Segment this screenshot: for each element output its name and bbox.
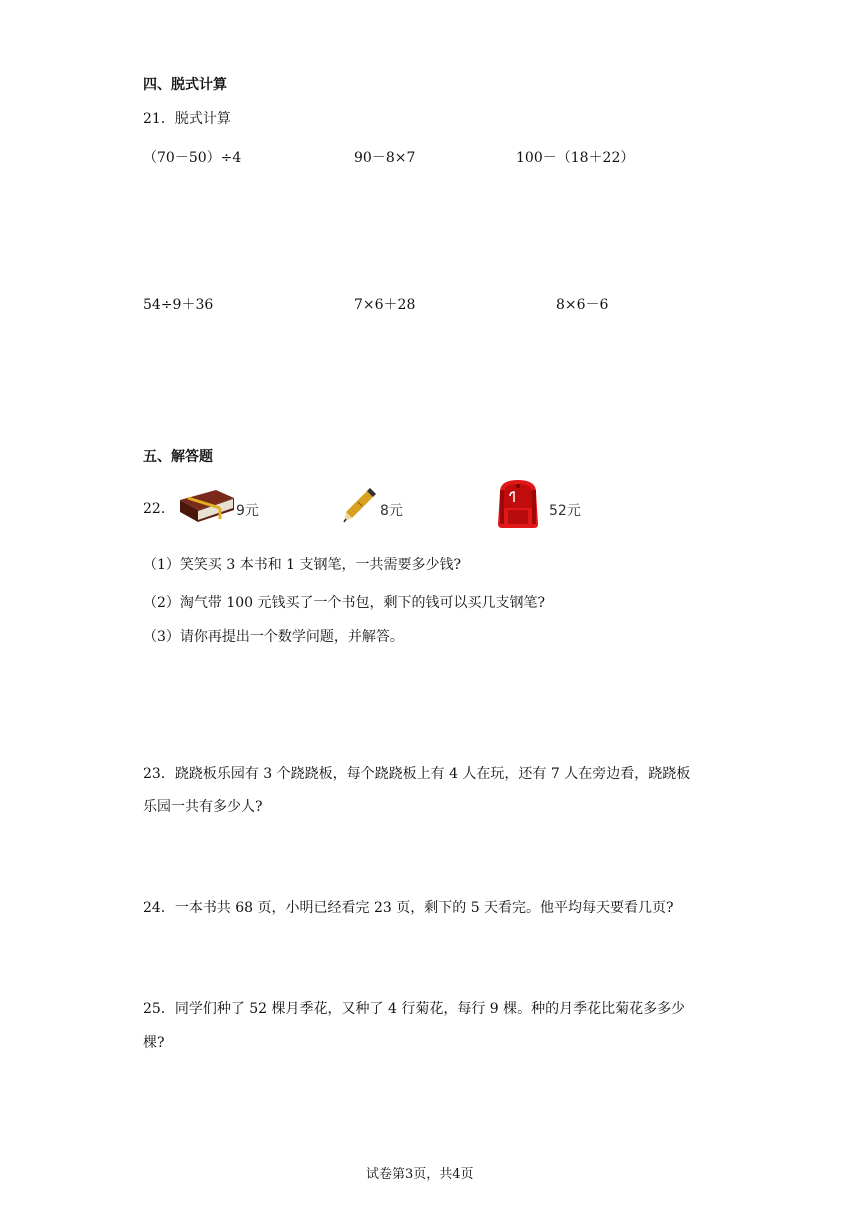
- pen-price: 8元: [380, 503, 403, 519]
- question-25-line-2: 棵?: [143, 1035, 165, 1051]
- question-24: 24．一本书共 68 页，小明已经看完 23 页，剩下的 5 天看完。他平均每天要看几页?: [143, 900, 674, 916]
- expression-1: （70－50）÷4: [143, 150, 242, 166]
- expression-5: 7×6＋28: [354, 297, 416, 313]
- expression-6: 8×6－6: [556, 297, 609, 313]
- question-25-line-1: 25．同学们种了 52 棵月季花，又种了 4 行菊花，每行 9 棵。种的月季花比菊花多多少: [143, 1001, 686, 1017]
- page-footer: 试卷第3页，共4页: [366, 1167, 474, 1182]
- backpack-price: 52元: [549, 503, 581, 519]
- question-23-line-2: 乐园一共有多少人?: [143, 799, 263, 815]
- section-heading-5: 五、解答题: [143, 449, 213, 465]
- expression-2: 90－8×7: [354, 150, 416, 166]
- backpack-icon: [490, 478, 546, 530]
- expression-4: 54÷9＋36: [143, 297, 214, 313]
- question-22-sub-1: （1）笑笑买 3 本书和 1 支钢笔，一共需要多少钱?: [143, 557, 462, 573]
- section-heading-4: 四、脱式计算: [143, 77, 227, 93]
- expression-3: 100－（18＋22）: [516, 150, 635, 166]
- question-21-label: 21．脱式计算: [143, 111, 231, 127]
- book-icon: [176, 486, 236, 526]
- book-price: 9元: [236, 503, 259, 519]
- question-22-sub-3: （3）请你再提出一个数学问题，并解答。: [143, 629, 404, 645]
- pen-icon: [342, 486, 378, 524]
- question-22-number: 22．: [143, 501, 175, 517]
- question-22-sub-2: （2）淘气带 100 元钱买了一个书包，剩下的钱可以买几支钢笔?: [143, 595, 546, 611]
- question-23-line-1: 23．跷跷板乐园有 3 个跷跷板，每个跷跷板上有 4 人在玩，还有 7 人在旁边看，跷跷板: [143, 766, 691, 782]
